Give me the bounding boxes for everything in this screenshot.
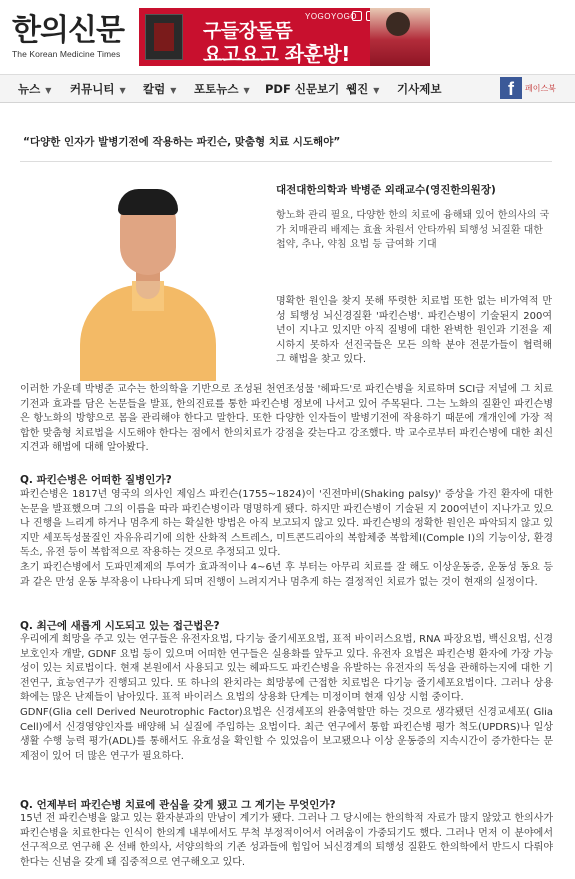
- logo-subtitle: The Korean Medicine Times: [12, 49, 121, 59]
- nav-item-column[interactable]: 칼럼 ▼: [143, 82, 177, 96]
- product-box-image: [145, 14, 183, 60]
- chevron-down-icon: ▼: [243, 86, 250, 95]
- chevron-down-icon: ▼: [373, 86, 380, 95]
- question-heading: Q. 언제부터 파킨슨병 치료에 관심을 갖게 됐고 그 계기는 무엇인가?: [20, 799, 336, 811]
- site-header: [0, 0, 575, 74]
- answer-text: [20, 488, 553, 590]
- answer-paragraph: 초기 파킨슨병에서 도파민제제의 투여가 효과적이나 4~6년 후 부터는 아무리 치료를 잘 해도 이상운동증, 운동성 동요 등과 같은 만성 운동 부작용이 나타나게 되며 진행이 느려지거나 멈추게 하는 결정적인 치료가 없는 것이 현재의 실정이다.: [20, 561, 553, 588]
- main-nav: [0, 74, 575, 103]
- author-photo: [78, 185, 218, 381]
- answer-text: [20, 812, 553, 870]
- answer-paragraph: GDNF(Glia cell Derived Neurotrophic Factor)요법은 신경세포의 완충역할만 하는 것으로 생각됐던 신경교세포( Glia Cell)에서 신경영양인자를 배양해 뇌 실질에 주입하는 요법이다. 최근 연구에서 통합 파킨슨병 평가 척도(UPDRS)나 일상생활 수행 능력 평가(ADL)를 통해서도 유효성을 확인할 수 있었음이 보고됐으나 이상 운동증의 지속시간이 증가한다는 문제점이 있어 더 많은 연구가 필요하다.: [20, 706, 553, 762]
- nav-item-pdf[interactable]: PDF 신문보기: [265, 82, 340, 96]
- answer-paragraph: 우리에게 희망을 주고 있는 연구들은 유전자요법, 다기능 줄기세포요법, 표적 바이러스요법, RNA 파장요법, 백신요법, 신경보호인자 개발, GDNF 요법 등이 있으며 어떠한 연구들은 실용화를 앞두고 있다. 유전자 요법은 파킨슨병 환자에 가장 가능성이 있는 치료법이다. 현재 본원에서 사용되고 있는 헤파드도 파킨슨병을 유발하는 유전자의 독성을 관해하는지에 대한 기전연구, 효능연구가 진행되고 있다. 또 하나의 완치라는 희망봉에 근접한 치료법은 다기능 줄기세포요법이다. 그러나 상용화에는 많은 난제들이 남아있다. 표적 바이러스 요법의 상용화 단계는 미정이며 현재 임상 시험 중이다.: [20, 634, 553, 704]
- question-heading: Q. 파킨슨병은 어떠한 질병인가?: [20, 474, 172, 486]
- divider: [20, 161, 552, 162]
- answer-paragraph: 파킨슨병은 1817년 영국의 의사인 제임스 파킨슨(1755~1824)이 '진전마비(Shaking palsy)' 증상을 가진 환자에 대한 논문을 발표했으며 그의 이름을 따라 파킨슨병이라 명명하게 됐다. 하지만 파킨슨병이 기술된 지 200여년이 지나가고 있으나 진행을 느리게 하거나 멈추게 하는 확실한 방법은 아직 보고되지 않고 있다. 파킨슨병의 정확한 원인은 파악되지 않고 있지만 세포독성물질인 자유유리기에 의한 산화적 스트레스, 미트콘드리아의 복합체중 복합체Ⅰ(Comple Ⅰ)의 기능이상, 환경독소, 유전 등이 복합적으로 작용하는 것으로 추정되고 있다.: [20, 489, 553, 559]
- chevron-down-icon: ▼: [119, 86, 126, 95]
- nav-item-community[interactable]: 커뮤니티 ▼: [70, 82, 126, 96]
- banner-tagline: 요고요고 좌훈방!: [203, 42, 350, 66]
- ad-banner[interactable]: [139, 8, 430, 66]
- nav-item-report[interactable]: 기사제보: [397, 82, 442, 96]
- answer-text: [20, 633, 553, 764]
- banner-model-image: [370, 8, 430, 66]
- nav-item-webzine[interactable]: 웹진 ▼: [346, 82, 380, 96]
- article-intro: 항노화 관리 필요, 다양한 한의 치료에 융해돼 있어 한의사의 국가 치매관리 배제는 효율 차원서 안타까워 퇴행성 뇌질환 대한 첩약, 추나, 약침 요법 등 급여화 기대: [276, 210, 550, 251]
- chevron-down-icon: ▼: [45, 86, 52, 95]
- facebook-label[interactable]: 페이스북: [525, 84, 556, 93]
- answer-paragraph: 15년 전 파킨슨병을 앓고 있는 환자분과의 만남이 계기가 됐다. 그러나 그 당시에는 한의학적 자료가 많지 않았고 한의사가 파킨슨병을 치료한다는 인식이 한의계 내부에서도 무척 부정적이어서 어려움이 가중되기도 했다. 그러나 먼저 이 분야에서 선구적으로 연구해 온 선배 한의사, 서양의학의 기존 성과들에 힘입어 뇌신경계의 퇴행성 질환도 한의학에서 반드시 다뤄야 한다는 신념을 갖게 돼 집중적으로 연구해오고 있다.: [20, 813, 553, 868]
- article-paragraph: 이러한 가운데 박병준 교수는 한의학을 기반으로 조성된 천연조성물 '헤파드'로 파킨슨병을 치료하며 SCI급 저널에 그 치료 기전과 효과를 담은 논문들을 발표, 한의진료를 통한 파킨슨병 정보에 나서고 있어 주목된다. 그는 노화의 질환인 파킨슨병은 항노화의 방향으로 몸을 관리해야 한다고 말한다. 또한 다양한 인자들이 발병기전에 작용하기 때문에 개개인에 가장 적합한 맞춤형 치료법을 시도해야 한다는 점에서 한의치료가 강점을 갖는다고 강조했다. 박 교수로부터 파킨슨병에 대한 최신지견과 해법에 대해 알아봤다.: [20, 384, 553, 454]
- nav-item-news[interactable]: 뉴스 ▼: [18, 82, 52, 96]
- chevron-down-icon: ▼: [170, 86, 177, 95]
- article-paragraph: 명확한 원인을 찾지 못해 뚜렷한 치료법 또한 없는 비가역적 만성 퇴행성 뇌신경질환 '파킨슨병'. 파킨슨병이 기술된지 200여년이 지나고 있지만 아직 질병에 대한 완벽한 원인과 기전을 제시하지 못하자 선진국들은 모든 의학 분야 전문가들이 협력해 그 해법을 찾고 있다.: [276, 296, 552, 366]
- banner-headline: 구들장돌뜸: [203, 20, 293, 42]
- banner-brand: YOGOYOGO: [305, 12, 358, 21]
- question-heading: Q. 최근에 새롭게 시도되고 있는 접근법은?: [20, 620, 220, 632]
- article-subtitle: “다양한 인자가 발병기전에 작용하는 파킨슨, 맞춤형 치료 시도해야”: [23, 136, 341, 148]
- site-logo[interactable]: [12, 14, 124, 59]
- banner-badge-icon: [352, 11, 362, 21]
- facebook-icon[interactable]: f: [500, 77, 522, 99]
- logo-title: 한의신문: [12, 13, 124, 48]
- author-byline: 대전대한의학과 박병준 외래교수(영진한의원장): [276, 184, 496, 196]
- nav-item-photo-news[interactable]: 포토뉴스 ▼: [194, 82, 250, 96]
